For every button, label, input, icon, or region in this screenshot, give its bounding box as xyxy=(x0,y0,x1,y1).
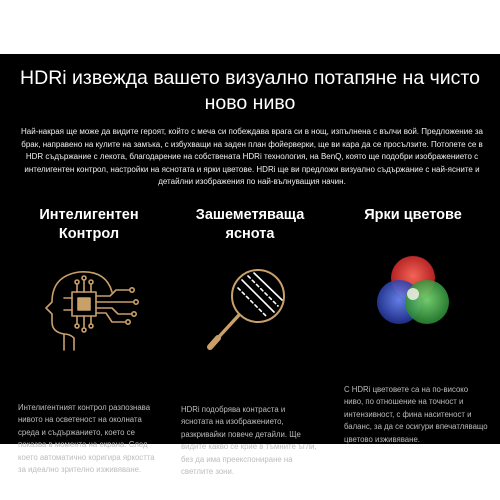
intro-paragraph: Най-накрая ще може да видите героят, който с меча си побеждава врага си в нощ, изпълнена с вълчи вой. Предложение за брак, направено на кулите на замъка, с избухващи на заден план фойерверки, ще ви кара да се просълзите. Потопете се в HDR съдържание с лекота, благодарение на собствената HDRi технология, на BenQ, която ще подобри изображението с интелигентен контрол, настройки на яснотата и ярки цветове. HDRi ще ви предложи визуално съдържание с най-ясните и детайлни изображения по най-вълнуващия начин. xyxy=(21,127,483,187)
feature-title-line-2: Контрол xyxy=(58,226,120,242)
feature-smart-control xyxy=(14,206,164,475)
title-line-2: ново ниво xyxy=(204,92,296,114)
feature-title xyxy=(338,206,488,246)
magnifier-icon xyxy=(175,260,325,356)
title-line-1: HDRi извежда вашето визуално потапяне на чисто xyxy=(20,67,480,89)
feature-description: С HDRi цветовете са на по-високо ниво, по отношение на точност и интензивност, с фина наситеност и баланс, за да се осигури впечатляващо цветово изживяване. xyxy=(344,385,488,444)
feature-panel xyxy=(0,54,500,477)
feature-title-line-1: Ярки цветове xyxy=(364,207,462,223)
feature-title-line-2: яснота xyxy=(225,226,275,242)
feature-description: Интелигентният контрол разпознава нивото на осветеност на околната среда и съдържанието, което се показва в момента на екрана. След което автоматично коригира яркостта за идеално зрително изживяване. xyxy=(18,403,155,475)
ai-head-circuit-icon xyxy=(14,260,164,356)
feature-vivid-colors xyxy=(338,206,488,444)
feature-title-line-1: Интелигентен xyxy=(39,207,139,223)
feature-title-line-1: Зашеметяваща xyxy=(195,207,305,223)
page-title xyxy=(20,66,480,116)
feature-title xyxy=(14,206,164,246)
feature-description: HDRi подобрява контраста и яснотата на изображението, разкривайки повече детайли. Ще видите какво се крие в тъмните ъгли, без да има преекспониране на светлите зони. xyxy=(181,405,317,477)
feature-title xyxy=(175,206,325,246)
feature-stunning-clarity xyxy=(175,206,325,477)
rgb-circles-icon xyxy=(338,246,488,342)
